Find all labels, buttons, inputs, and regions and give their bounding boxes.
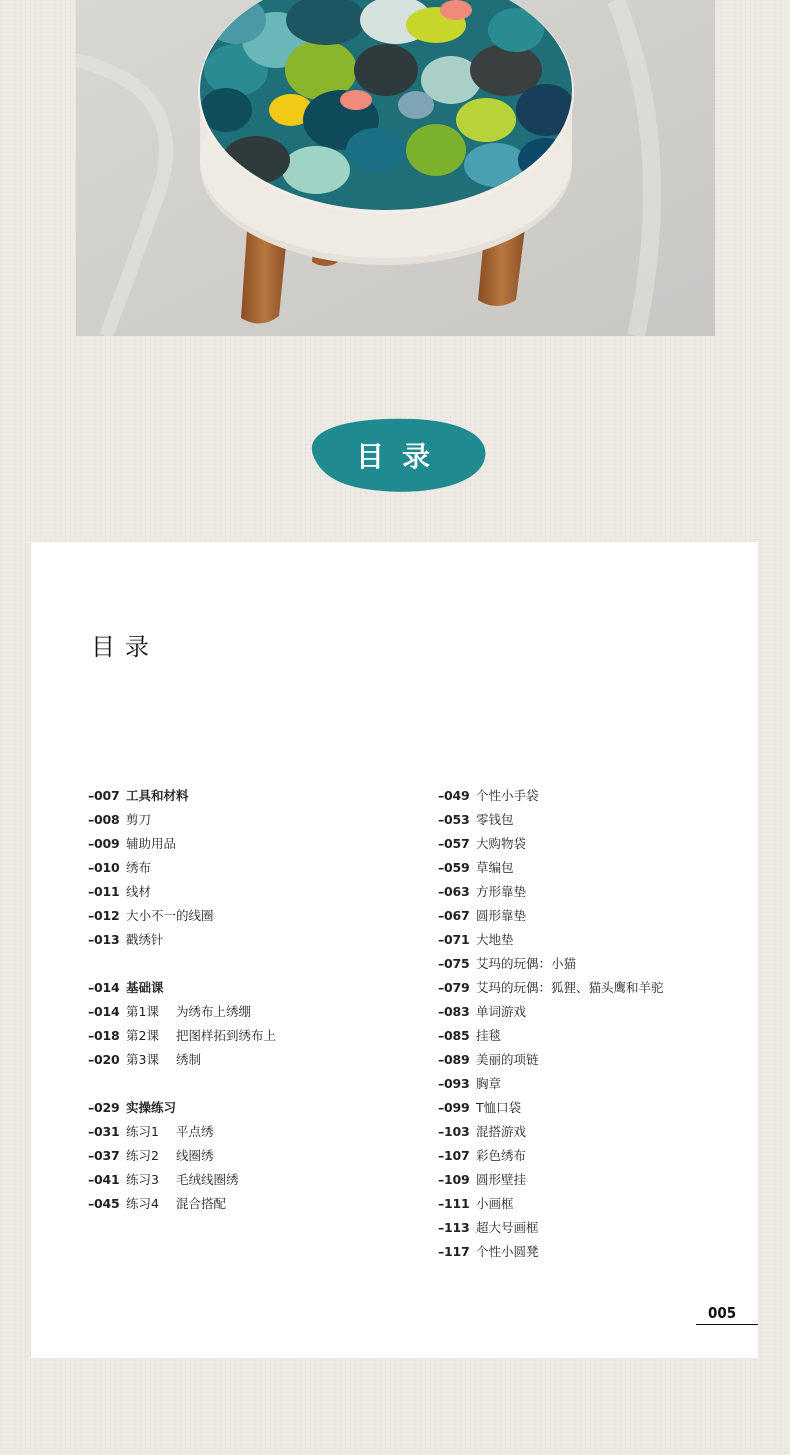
toc-entry[interactable] <box>438 879 748 903</box>
toc-page-number: –063 <box>438 883 470 899</box>
toc-entry[interactable] <box>438 1167 748 1191</box>
toc-label: 练习4 <box>126 1196 159 1211</box>
toc-sublabel: 混合搭配 <box>176 1196 227 1211</box>
toc-entry[interactable] <box>88 927 418 951</box>
toc-page-number: –029 <box>88 1099 120 1115</box>
page-number: 005 <box>696 1304 758 1325</box>
toc-page-number: –107 <box>438 1147 470 1163</box>
toc-page-number: –045 <box>88 1195 120 1211</box>
toc-label: 练习1 <box>126 1124 159 1139</box>
toc-sublabel: 线圈绣 <box>176 1148 214 1163</box>
toc-label: 第3课 <box>126 1052 159 1067</box>
toc-entry[interactable] <box>438 1071 748 1095</box>
toc-entry[interactable] <box>438 855 748 879</box>
toc-label: 混搭游戏 <box>476 1124 527 1139</box>
toc-sublabel: 平点绣 <box>176 1124 214 1139</box>
toc-sublabel: 毛绒线圈绣 <box>176 1172 239 1187</box>
toc-page-number: –049 <box>438 787 470 803</box>
toc-page-number: –013 <box>88 931 120 947</box>
toc-label: 圆形靠垫 <box>476 908 527 923</box>
toc-page-number: –093 <box>438 1075 470 1091</box>
toc-entry[interactable] <box>438 927 748 951</box>
badge-title: 目录 <box>355 440 448 473</box>
toc-page-number: –059 <box>438 859 470 875</box>
toc-entry[interactable] <box>88 1191 418 1215</box>
toc-label: 单词游戏 <box>476 1004 527 1019</box>
toc-page-number: –079 <box>438 979 470 995</box>
toc-right-column <box>438 783 748 1263</box>
toc-label: 零钱包 <box>476 812 514 827</box>
toc-label: 艾玛的玩偶：狐狸、猫头鹰和羊驼 <box>476 980 664 995</box>
toc-label: 第1课 <box>126 1004 159 1019</box>
toc-page-number: –113 <box>438 1219 470 1235</box>
toc-label: 挂毯 <box>476 1028 502 1043</box>
toc-entry[interactable] <box>438 831 748 855</box>
toc-title: 目录 <box>91 633 159 661</box>
toc-page-number: –103 <box>438 1123 470 1139</box>
toc-page-number: –053 <box>438 811 470 827</box>
toc-page-number: –009 <box>88 835 120 851</box>
toc-label: 个性小手袋 <box>476 788 539 803</box>
toc-entry[interactable] <box>438 1143 748 1167</box>
toc-entry[interactable] <box>88 999 418 1023</box>
toc-entry[interactable] <box>88 783 418 807</box>
toc-label: 第2课 <box>126 1028 159 1043</box>
toc-entry[interactable] <box>438 1119 748 1143</box>
toc-page-number: –020 <box>88 1051 120 1067</box>
toc-gap <box>88 951 418 975</box>
toc-label: 超大号画框 <box>476 1220 539 1235</box>
toc-entry[interactable] <box>88 1119 418 1143</box>
toc-label: 美丽的项链 <box>476 1052 539 1067</box>
toc-page-number: –031 <box>88 1123 120 1139</box>
toc-page-number: –085 <box>438 1027 470 1043</box>
toc-label: 辅助用品 <box>126 836 177 851</box>
toc-entry[interactable] <box>438 1095 748 1119</box>
toc-label: 戳绣针 <box>126 932 164 947</box>
toc-page-number: –007 <box>88 787 120 803</box>
toc-page-number: –014 <box>88 979 120 995</box>
toc-page-number: –071 <box>438 931 470 947</box>
toc-entry[interactable] <box>88 1143 418 1167</box>
toc-label: 练习2 <box>126 1148 159 1163</box>
toc-page-number: –075 <box>438 955 470 971</box>
toc-entry[interactable] <box>438 1215 748 1239</box>
toc-sublabel: 绣制 <box>176 1052 202 1067</box>
toc-sublabel: 为绣布上绣绷 <box>176 1004 252 1019</box>
toc-entry[interactable] <box>438 975 748 999</box>
toc-entry[interactable] <box>88 807 418 831</box>
toc-label: 草编包 <box>476 860 514 875</box>
toc-label: 方形靠垫 <box>476 884 527 899</box>
toc-left-column <box>88 783 418 1215</box>
toc-label: 基础课 <box>126 980 164 995</box>
toc-entry[interactable] <box>88 855 418 879</box>
toc-label: 胸章 <box>476 1076 502 1091</box>
toc-sublabel: 把图样拓到绣布上 <box>176 1028 277 1043</box>
toc-page-number: –011 <box>88 883 120 899</box>
toc-page-number: –010 <box>88 859 120 875</box>
toc-page-number: –111 <box>438 1195 470 1211</box>
toc-entry[interactable] <box>438 1239 748 1263</box>
toc-label: 线材 <box>126 884 152 899</box>
toc-page-number: –037 <box>88 1147 120 1163</box>
toc-label: 剪刀 <box>126 812 152 827</box>
toc-label: 练习3 <box>126 1172 159 1187</box>
toc-entry[interactable] <box>88 975 418 999</box>
toc-page-number: –008 <box>88 811 120 827</box>
toc-label: 个性小圆凳 <box>476 1244 539 1259</box>
toc-page-number: –018 <box>88 1027 120 1043</box>
stool-illustration <box>76 0 715 336</box>
toc-label: 大购物袋 <box>476 836 527 851</box>
toc-page-number: –109 <box>438 1171 470 1187</box>
toc-gap <box>88 1071 418 1095</box>
toc-label: 实操练习 <box>126 1100 177 1115</box>
toc-page-number: –012 <box>88 907 120 923</box>
toc-entry[interactable] <box>88 879 418 903</box>
toc-entry[interactable] <box>438 999 748 1023</box>
toc-label: 大小不一的线圈 <box>126 908 214 923</box>
toc-label: 圆形壁挂 <box>476 1172 527 1187</box>
toc-entry[interactable] <box>438 951 748 975</box>
toc-card <box>31 542 758 1358</box>
toc-label: 绣布 <box>126 860 152 875</box>
toc-page-number: –099 <box>438 1099 470 1115</box>
toc-label: 小画框 <box>476 1196 514 1211</box>
toc-label: 彩色绣布 <box>476 1148 527 1163</box>
toc-badge <box>303 415 487 495</box>
toc-entry[interactable] <box>88 1023 418 1047</box>
toc-page-number: –014 <box>88 1003 120 1019</box>
toc-entry[interactable] <box>438 1047 748 1071</box>
toc-page-number: –083 <box>438 1003 470 1019</box>
toc-page-number: –067 <box>438 907 470 923</box>
toc-page-number: –117 <box>438 1243 470 1259</box>
toc-entry[interactable] <box>438 1191 748 1215</box>
toc-entry[interactable] <box>88 1095 418 1119</box>
toc-entry[interactable] <box>438 1023 748 1047</box>
toc-label: 工具和材料 <box>126 788 189 803</box>
toc-entry[interactable] <box>438 783 748 807</box>
toc-label: 大地垫 <box>476 932 514 947</box>
toc-entry[interactable] <box>88 831 418 855</box>
toc-entry[interactable] <box>438 903 748 927</box>
toc-label: 艾玛的玩偶：小猫 <box>476 956 577 971</box>
toc-label: T恤口袋 <box>476 1100 522 1115</box>
toc-entry[interactable] <box>438 807 748 831</box>
toc-page-number: –057 <box>438 835 470 851</box>
toc-entry[interactable] <box>88 1167 418 1191</box>
toc-page-number: –089 <box>438 1051 470 1067</box>
toc-entry[interactable] <box>88 903 418 927</box>
stool-photo <box>76 0 715 336</box>
toc-page-number: –041 <box>88 1171 120 1187</box>
toc-entry[interactable] <box>88 1047 418 1071</box>
